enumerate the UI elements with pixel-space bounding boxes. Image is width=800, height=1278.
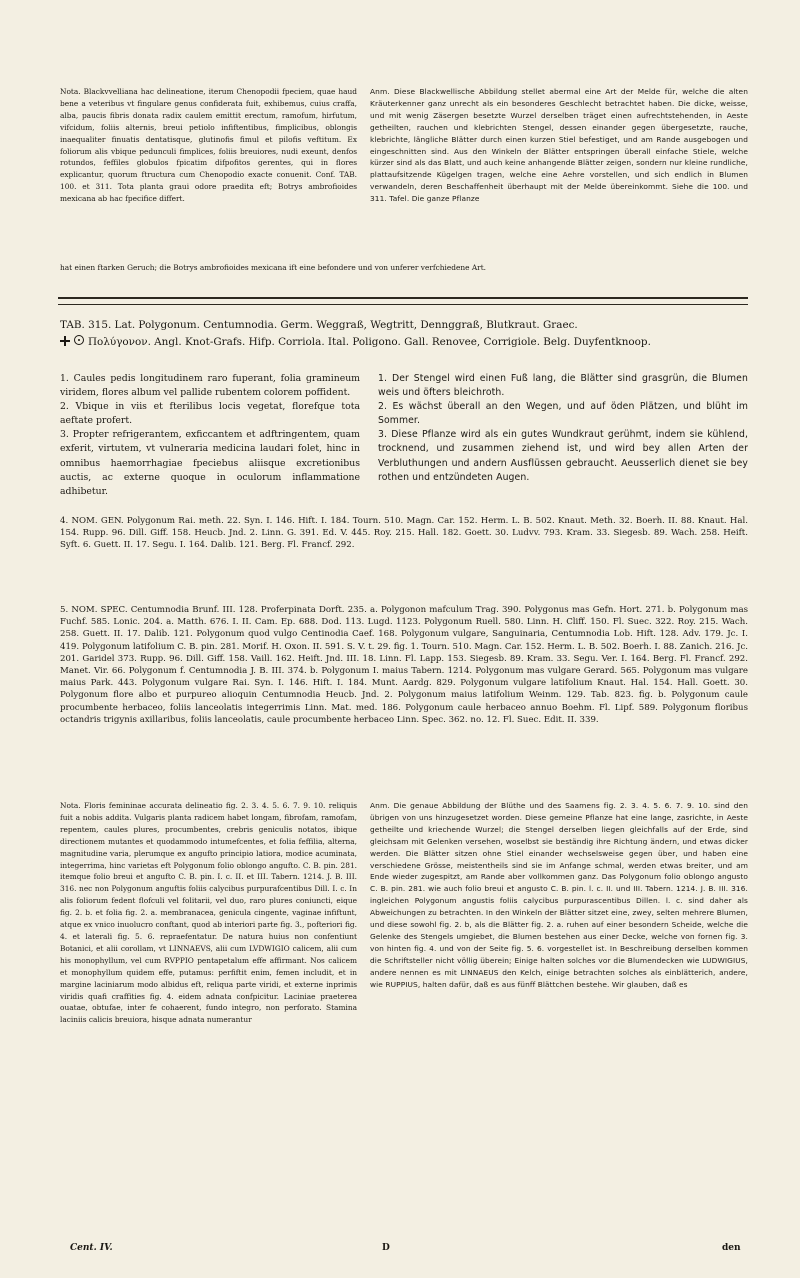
bottom-note-german: Anm. Die genaue Abbildung der Blüthe und des Saamens fig. 2. 3. 4. 5. 6. 7. 9. 10. sind den übrigen von uns hinzugesetzet worden. Diese gemeine Pflanze hat eine lange, zasrichte, in Aeste getheilte und kriechende Wurzel; die Stengel derselben liegen gleichfalls auf der Erde, sind gleichsam mit Gelenken versehen, woselbst sie beständig ihre Richtung ändern, und etwas dicker werden. Die Blätter sitzen ohne Stiel einander wechselsweise gegen über, und haben eine verschiedene Grösse, meistentheils sind sie im Anfange schmal, werden etwas breiter, und am Ende wieder zugespitzt, am Rande aber vollkommen ganz. Das Polygonum folio oblongo angusto C. B. pin. 281. wie auch folio breui et angusto C. B. pin. l. c. II. und III. Tabern. 1214. J. B. III. 316. ingleichen Polygonum angustis foliis calycibus purpurascentibus Dillen. l. c. sind daher als Abweichungen zu betrachten. In den Winkeln der Blätter sitzet eine, zwey, selten mehrere Blumen, und diese sowohl fig. 2. b, als die Blätter fig. 2. a. ruhen auf einer besondern Scheide, welche die Gelenke des Stengels umgiebet, die Blumen bestehen aus einer Decke, welche von fornen fig. 3. von hinten fig. 4. und von der Seite fig. 5. 6. vorgestellet ist. In Beschreibung derselben kommen die Schriftsteller nicht völlig überein; Einige halten solches vor die Blumendecken wie LUDWIGIUS, andere nennen es mit LINNAEUS den Kelch, einige betrachten solches als einblätterich, andere, wie RUPPIUS, halten dafür, daß es aus fünff Blättchen bestehe. Wir glauben, daß es <box>370 801 748 989</box>
tab-heading-line2 <box>60 335 748 369</box>
catchword: den <box>722 1243 741 1253</box>
biennial-circle-icon <box>74 335 84 345</box>
gathering-letter: D <box>382 1243 390 1253</box>
item-german: 2. Es wächst überall an den Wegen, und auf öden Plätzen, und blüht im Sommer. <box>378 401 748 427</box>
nom-spec: 5. NOM. SPEC. Centumnodia Brunf. III. 128. Proferpinata Dorft. 235. a. Polygonon mafculum Trag. 390. Polygonus mas Gefn. Hort. 271. b. Polygonum mas Fuchf. 585. Lonic. 204. a. Matth. 676. I. II. Cam. Ep. 688. Dod. 113. Lugd. 1123. Polygonum Ruell. 580. Linn. H. Cliff. 150. Fl. Suec. 322. Roy. 215. Wach. 258. Guett. II. 17. Dalib. 121. Polygonum quod vulgo Centinodia Caef. 168. Polygonum vulgare, Sanguinaria, Centumnodia Lob. Hift. 128. Adv. 179. Jc. I. 419. Polygonum latifolium C. B. pin. 281. Morif. H. Oxon. II. 591. S. V. t. 29. fig. 1. Tourn. 510. Magn. Car. 152. Herm. L. B. 502. Boerh. I. 88. Zanich. 216. Jc. 201. Garidel 373. Rupp. 96. Dill. Giff. 158. Vaill. 162. Heift. Jnd. III. 18. Linn. Fl. Lapp. 153. Siegesb. 89. Kram. 33. Segu. Ver. I. 164. Berg. Fl. Francf. 292. Manet. Vir. 66. Polygonum f. Centumnodia J. B. III. 374. b. Polygonum I. maius Tabern. 1214. Polygonum mas vulgare Gerard. 565. Polygonum mas vulgare maius Park. 443. Polygonum vulgare Rai. Syn. I. 146. Hift. I. 184. Munt. Aardg. 829. Polygonum vulgare latifolium Knaut. Hal. 154. Hall. Goett. 30. Polygonum flore albo et purpureo alioquin Centumnodia Heucb. Jnd. 2. Polygonum maius latifolium Weinm. 129. Tab. 823. fig. b. Polygonum caule procumbente herbaceo, foliis lanceolatis integerrimis Linn. Mat. med. 186. Polygonum caule herbaceo annuo Boehm. Fl. Lipf. 589. Polygonum floribus octandris trigynis axillaribus, foliis lanceolatis, caule procumbente herbaceo Linn. Spec. 362. no. 12. Fl. Suec. Edit. II. 339. <box>60 605 748 725</box>
nom-gen: 4. NOM. GEN. Polygonum Rai. meth. 22. Syn. I. 146. Hift. I. 184. Tourn. 510. Magn. Car. 152. Herm. L. B. 502. Knaut. Meth. 32. Boerh. II. 88. Knaut. Hal. 154. Rupp. 96. Dill. Giff. 158. Heucb. Jnd. 2. Linn. G. 391. Ed. V. 445. Roy. 215. Hall. 182. Goett. 30. Ludvv. 793. Kram. 33. Siegesb. 89. Wach. 258. Heift. Syft. 6. Guett. II. 17. Segu. I. 164. Dalib. 121. Berg. Fl. Francf. 292. <box>60 516 748 551</box>
double-rule-thin <box>58 304 748 305</box>
double-rule-thick <box>58 297 748 299</box>
item-latin: 2. Vbique in viis et fterilibus locis vegetat, florefque tota aeftate profert. <box>60 401 360 427</box>
item-german: 1. Der Stengel wird einen Fuß lang, die Blätter sind grasgrün, die Blumen weis und öfters bleichroth. <box>378 373 748 399</box>
tab-heading-line1: TAB. 315. Lat. Polygonum. Centumnodia. Germ. Weggraß, Wegtritt, Dennggraß, Blutkraut. Graec. <box>60 319 578 331</box>
item-latin: 3. Propter refrigerantem, exficcantem et adftringentem, quam exferit, virtutem, vt vulneraria medicina laudari folet, hinc in omnibus haemorrhagiae fpeciebus aliisque excretionibus auctis, ac externe quoque in oculorum inflammatione adhibetur. <box>60 429 360 497</box>
bottom-note-latin: Nota. Floris femininae accurata delineatio fig. 2. 3. 4. 5. 6. 7. 9. 10. reliquis fuit a nobis addita. Vulgaris planta radicem habet longam, fibrofam, ramofam, repentem, caules plures, procumbentes, crebris geniculis notatos, ibique directionem mutantes et quodammodo intumefcentes, et folia feffilia, alterna, magnitudine varia, plerumque ex angufto principio latiora, modice acuminata, integerrima, hinc varietas eft Polygonum folio oblongo angufto. C. B. pin. 281. itemque folio breui et angufto C. B. pin. I. c. II. et III. Tabern. 1214. J. B. III. 316. nec non Polygonum anguftis foliis calycibus purpurafcentibus Dill. I. c. In alis foliorum fedent flofculi vel folitarii, vel duo, raro plures coniuncti, eique fig. 2. b. et folia fig. 2. a. membranacea, genicula cingente, vaginae infiftunt, atque ex vnico inuolucro conftant, quod ab interiori parte fig. 3., pofteriori fig. 4. et laterali fig. 5. 6. repraefentatur. De natura huius non confentiunt Botanici, et alii corollam, vt LINNAEVS, alii cum LVDWIGIO calicem, alii cum his monophyllum, vel cum RVPPIO pentapetalum effe affirmant. Nos calicem et monophyllum quidem effe, putamus: perfiftit enim, femen includit, et in margine laciniarum modo albidus eft, reliqua parte viridi, et externe inprimis viridis quafi craffities fig. 4. eidem adnata confpicitur. Laciniae praeterea ouatae, obtufae, inter fe cohaerent, fundo integro, non perforato. Stamina laciniis calicis breuiora, hisque adnata numerantur <box>60 801 357 1025</box>
tab-heading-line2-text: Πολύγονον. Angl. Knot-Grafs. Hifp. Corriola. Ital. Poligono. Gall. Renovee, Corrigiole. Belg. Duyfentknoop. <box>88 336 651 348</box>
top-note-german: Anm. Diese Blackwellische Abbildung stellet abermal eine Art der Melde für, welche die alten Kräuterkenner ganz unrecht als ein besonderes Geschlecht betrachtet haben. Die dicke, weisse, und mit wenig Zäsergen besetzte Wurzel derselben träget einen aufrechtstehenden, in Aeste getheilten, rauchen und klebrichten Stengel, dessen einander gegen übergesetzte, rauche, klebrichte, längliche Blätter durch einen kurzen Stiel befestiget, und am Rande ausgebogen und eingeschnitten sind. Aus den Winkeln der Blätter entspringen überall einfache Stiele, welche kürzer sind als das Blatt, und auch keine anhangende Blätter zeigen, sondern nur kleine rundliche, plattaufsitzende Kügelgen tragen, welche eine Aehre vorstellen, und sich endlich in Blumen verwandeln, deren Beschaffenheit überhaupt mit der Melde übereinkommt. Siehe die 100. und 311. Tafel. Die ganze Pflanze <box>370 87 748 204</box>
top-note-full-line: hat einen ftarken Geruch; die Botrys ambrofioides mexicana ift eine befondere und von unferer verfchiedene Art. <box>60 263 487 272</box>
top-note-latin: Nota. Blackvvelliana hac delineatione, iterum Chenopodii fpeciem, quae haud bene a veteribus vt fingulare genus confiderata fuit, exhibemus, cuius craffa, alba, paucis fibris donata radix caulem emittit erectum, ramofum, hirfutum, vifcidum, foliis alternis, breui petiolo infiftentibus, fimplicibus, oblongis inaequaliter finuatis dentatisque, glutinofis fimul et pilofis veftitum. Ex foliorum alis vbique pedunculi fimplices, foliis breuiores, nudi exeunt, denfos rotundos, feffiles globulos fpicatim difpofitos gerentes, qui in flores explicantur, quorum ftructura cum Chenopodio exacte conuenit. Conf. TAB. 100. et 311. Tota planta graui odore praedita eft; Botrys ambrofioides mexicana ab hac fpecifice differt. <box>60 87 357 204</box>
items-german <box>378 372 748 507</box>
item-german: 3. Diese Pflanze wird als ein gutes Wundkraut gerühmt, indem sie kühlend, trocknend, und zusammen ziehend ist, und wird bey allen Arten der Verbluthungen und andern Ausflüssen gebraucht. Aeusserlich dienet sie bey rothen und entzündeten Augen. <box>378 429 748 483</box>
items-latin <box>60 372 360 507</box>
perennial-cross-icon <box>60 336 70 346</box>
item-latin: 1. Caules pedis longitudinem raro fuperant, folia gramineum viridem, flores album vel pallide rubentem colorem poffident. <box>60 373 360 399</box>
signature-mark: Cent. IV. <box>70 1243 113 1253</box>
